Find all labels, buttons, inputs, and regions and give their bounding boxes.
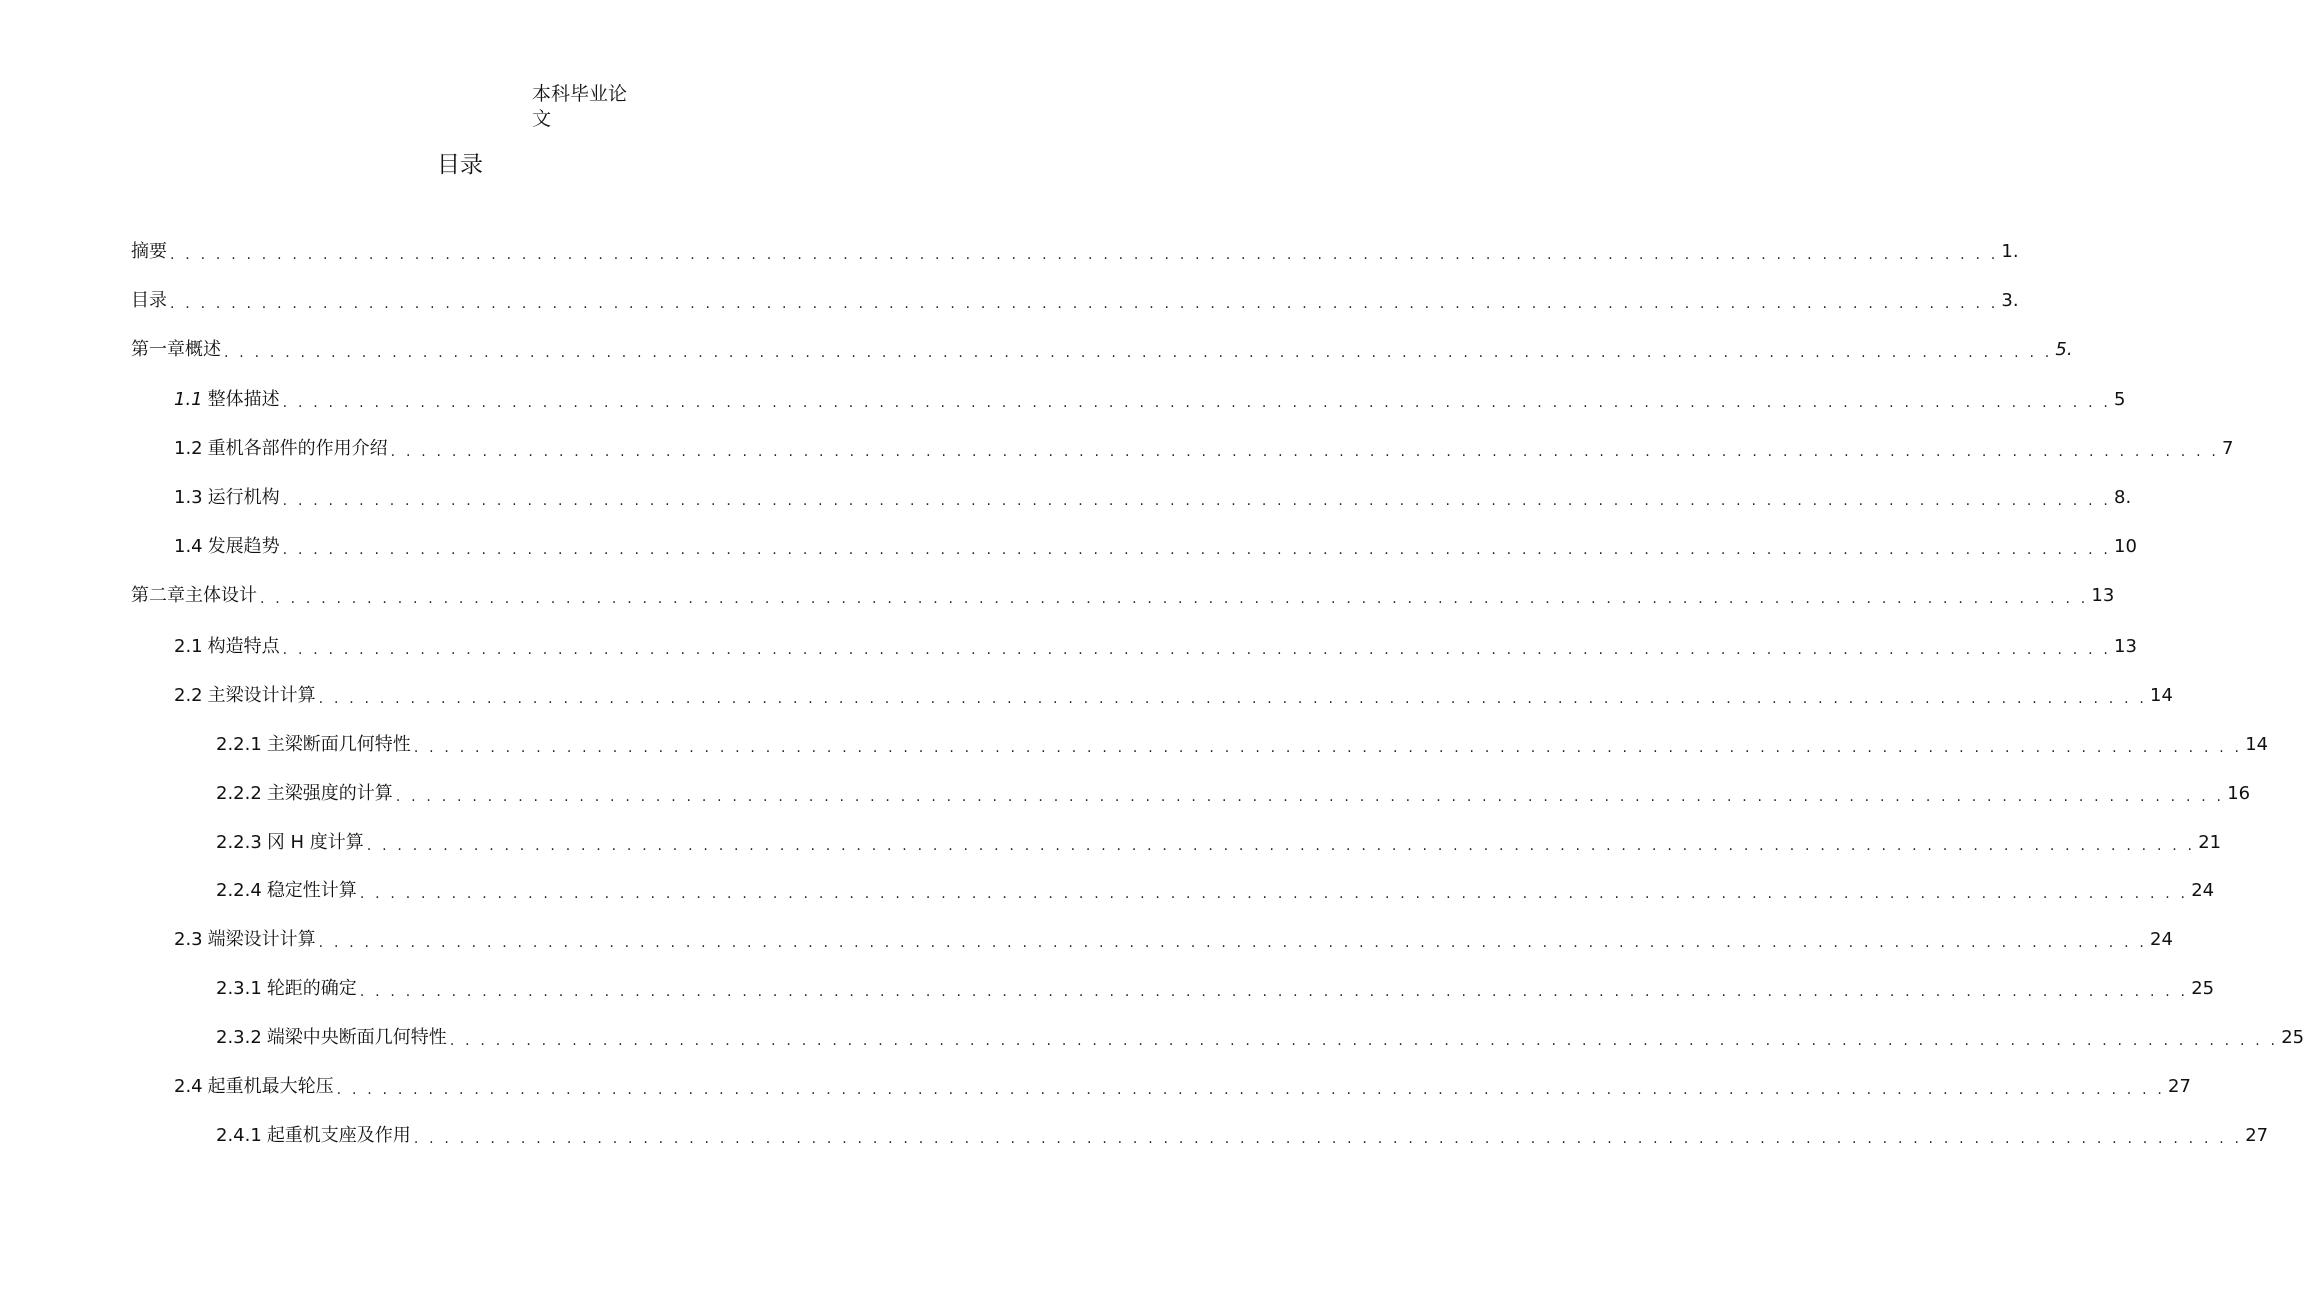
toc-entry-title: 第一章概述 xyxy=(131,339,221,360)
toc-entry-title: 稳定性计算 xyxy=(266,880,357,901)
toc-dot-leader: . . . . . . . . . . . . . . . . . . . . . . . . . . . . . . . . . . . . . . . . . . . . . . . . . . . . . . . . . . . . . . . . . . . . . . . . . . . . . . . . . . . . . . . . . . . . . . . . . . . . . . . . . . . . . . . . . . . . . . . . xyxy=(260,591,2089,607)
toc-entry-number: 2.2 xyxy=(174,685,203,706)
toc-dot-leader: . . . . . . . . . . . . . . . . . . . . . . . . . . . . . . . . . . . . . . . . . . . . . . . . . . . . . . . . . . . . . . . . . . . . . . . . . . . . . . . . . . . . . . . . . . . . . . . . . . . . . . . . . . . . . . . . . . . . . . . . xyxy=(282,642,2112,658)
toc-entry[interactable] xyxy=(216,878,2215,904)
toc-dot-leader: . . . . . . . . . . . . . . . . . . . . . . . . . . . . . . . . . . . . . . . . . . . . . . . . . . . . . . . . . . . . . . . . . . . . . . . . . . . . . . . . . . . . . . . . . . . . . . . . . . . . . . . . . . . . . . . . . . . . . . . . xyxy=(318,935,2148,951)
toc-entry-page: 24 xyxy=(2191,880,2215,901)
toc-entry-page: 25 xyxy=(2191,978,2215,999)
toc-entry-page: 27 xyxy=(2168,1076,2191,1097)
toc-entry-title: 目录 xyxy=(131,290,167,311)
toc-entry[interactable] xyxy=(216,1123,2269,1149)
toc-entry-page: 1. xyxy=(2001,241,2019,262)
toc-entry-number: 2.2.3 xyxy=(216,832,262,853)
toc-entry-title: 端梁中央断面几何特性 xyxy=(266,1027,447,1048)
toc-dot-leader: . . . . . . . . . . . . . . . . . . . . . . . . . . . . . . . . . . . . . . . . . . . . . . . . . . . . . . . . . . . . . . . . . . . . . . . . . . . . . . . . . . . . . . . . . . . . . . . . . . . . . . . . . . . . . . . . . . . . . . . . xyxy=(224,345,2053,361)
toc-entry[interactable] xyxy=(174,534,2137,560)
toc-entry[interactable] xyxy=(216,781,2251,807)
toc-entry[interactable] xyxy=(174,387,2126,413)
toc-dot-leader: . . . . . . . . . . . . . . . . . . . . . . . . . . . . . . . . . . . . . . . . . . . . . . . . . . . . . . . . . . . . . . . . . . . . . . . . . . . . . . . . . . . . . . . . . . . . . . . . . . . . . . . . . . . . . . . . . . . . . . . . xyxy=(170,296,1999,312)
toc-dot-leader: . . . . . . . . . . . . . . . . . . . . . . . . . . . . . . . . . . . . . . . . . . . . . . . . . . . . . . . . . . . . . . . . . . . . . . . . . . . . . . . . . . . . . . . . . . . . . . . . . . . . . . . . . . . . . . . . . . . . . . . . xyxy=(318,691,2148,707)
toc-entry-title: 主梁断面几何特性 xyxy=(266,734,411,755)
toc-dot-leader: . . . . . . . . . . . . . . . . . . . . . . . . . . . . . . . . . . . . . . . . . . . . . . . . . . . . . . . . . . . . . . . . . . . . . . . . . . . . . . . . . . . . . . . . . . . . . . . . . . . . . . . . . . . . . . . . . . . . . . . . xyxy=(413,1131,2243,1147)
toc-entry-page: 27 xyxy=(2245,1125,2269,1146)
toc-entry-title: 第二章主体设计 xyxy=(131,585,257,606)
toc-entry-page: 13 xyxy=(2114,636,2137,657)
toc-dot-leader: . . . . . . . . . . . . . . . . . . . . . . . . . . . . . . . . . . . . . . . . . . . . . . . . . . . . . . . . . . . . . . . . . . . . . . . . . . . . . . . . . . . . . . . . . . . . . . . . . . . . . . . . . . . . . . . . . . . . . . . . xyxy=(336,1082,2166,1098)
toc-dot-leader: . . . . . . . . . . . . . . . . . . . . . . . . . . . . . . . . . . . . . . . . . . . . . . . . . . . . . . . . . . . . . . . . . . . . . . . . . . . . . . . . . . . . . . . . . . . . . . . . . . . . . . . . . . . . . . . . . . . . . . . . xyxy=(282,493,2112,509)
toc-entry-page: 7 xyxy=(2222,438,2234,459)
toc-entry-page: 3. xyxy=(2001,290,2019,311)
toc-entry-page: 10 xyxy=(2114,536,2137,557)
toc-entry-title: 轮距的确定 xyxy=(266,978,357,999)
toc-entry-title: 发展趋势 xyxy=(207,536,280,557)
toc-dot-leader: . . . . . . . . . . . . . . . . . . . . . . . . . . . . . . . . . . . . . . . . . . . . . . . . . . . . . . . . . . . . . . . . . . . . . . . . . . . . . . . . . . . . . . . . . . . . . . . . . . . . . . . . . . . . . . . . . . . . . . . . xyxy=(282,395,2112,411)
toc-entry-page: 14 xyxy=(2150,685,2173,706)
toc-entry-number: 1.4 xyxy=(174,536,203,557)
toc-entry[interactable] xyxy=(174,683,2173,709)
toc-title: 目录 xyxy=(437,152,483,178)
toc-entry-title: 起重机支座及作用 xyxy=(266,1125,411,1146)
toc-entry[interactable] xyxy=(174,436,2234,462)
toc-entry-page: 14 xyxy=(2245,734,2269,755)
toc-entry-title: 主梁设计计算 xyxy=(207,685,316,706)
toc-entry-page: 21 xyxy=(2198,832,2222,853)
toc-entry-title: 运行机构 xyxy=(207,487,280,508)
toc-dot-leader: . . . . . . . . . . . . . . . . . . . . . . . . . . . . . . . . . . . . . . . . . . . . . . . . . . . . . . . . . . . . . . . . . . . . . . . . . . . . . . . . . . . . . . . . . . . . . . . . . . . . . . . . . . . . . . . . . . . . . . . . xyxy=(170,247,1999,263)
toc-entry[interactable] xyxy=(216,1025,2304,1051)
toc-dot-leader: . . . . . . . . . . . . . . . . . . . . . . . . . . . . . . . . . . . . . . . . . . . . . . . . . . . . . . . . . . . . . . . . . . . . . . . . . . . . . . . . . . . . . . . . . . . . . . . . . . . . . . . . . . . . . . . . . . . . . . . . xyxy=(359,984,2189,1000)
toc-dot-leader: . . . . . . . . . . . . . . . . . . . . . . . . . . . . . . . . . . . . . . . . . . . . . . . . . . . . . . . . . . . . . . . . . . . . . . . . . . . . . . . . . . . . . . . . . . . . . . . . . . . . . . . . . . . . . . . . . . . . . . . . xyxy=(366,838,2196,854)
toc-entry-number: 1.1 xyxy=(174,389,203,410)
toc-entry-number: 2.2.2 xyxy=(216,783,262,804)
toc-entry-title: 构造特点 xyxy=(207,636,280,657)
toc-entry-number: 2.4.1 xyxy=(216,1125,262,1146)
toc-entry-title: 冈 H 度计算 xyxy=(266,832,364,853)
toc-entry-page: 13 xyxy=(2091,585,2115,606)
toc-dot-leader: . . . . . . . . . . . . . . . . . . . . . . . . . . . . . . . . . . . . . . . . . . . . . . . . . . . . . . . . . . . . . . . . . . . . . . . . . . . . . . . . . . . . . . . . . . . . . . . . . . . . . . . . . . . . . . . . . . . . . . . . xyxy=(413,740,2243,756)
toc-entry-number: 2.3.1 xyxy=(216,978,262,999)
toc-entry-number: 1.2 xyxy=(174,438,203,459)
toc-entry-page: 5 xyxy=(2114,389,2126,410)
header-note: 本科毕业论文 xyxy=(532,83,628,130)
toc-entry-title: 起重机最大轮压 xyxy=(207,1076,334,1097)
toc-entry-title: 整体描述 xyxy=(207,389,280,410)
toc-dot-leader: . . . . . . . . . . . . . . . . . . . . . . . . . . . . . . . . . . . . . . . . . . . . . . . . . . . . . . . . . . . . . . . . . . . . . . . . . . . . . . . . . . . . . . . . . . . . . . . . . . . . . . . . . . . . . . . . . . . . . . . . xyxy=(359,886,2189,902)
toc-entry-number: 2.4 xyxy=(174,1076,203,1097)
toc-entry-page: 5. xyxy=(2055,339,2073,360)
toc-entry[interactable] xyxy=(131,337,2073,363)
toc-entry[interactable] xyxy=(174,485,2132,511)
toc-entry-number: 2.2.4 xyxy=(216,880,262,901)
toc-entry-title: 端梁设计计算 xyxy=(207,929,316,950)
toc-entry[interactable] xyxy=(131,288,2019,314)
toc-entry-number: 2.3.2 xyxy=(216,1027,262,1048)
toc-entry-title: 摘要 xyxy=(131,241,167,262)
toc-dot-leader: . . . . . . . . . . . . . . . . . . . . . . . . . . . . . . . . . . . . . . . . . . . . . . . . . . . . . . . . . . . . . . . . . . . . . . . . . . . . . . . . . . . . . . . . . . . . . . . . . . . . . . . . . . . . . . . . . . . . . . . . xyxy=(390,444,2220,460)
toc-entry[interactable] xyxy=(216,732,2269,758)
toc-entry[interactable] xyxy=(216,830,2222,856)
toc-entry-page: 24 xyxy=(2150,929,2173,950)
toc-dot-leader: . . . . . . . . . . . . . . . . . . . . . . . . . . . . . . . . . . . . . . . . . . . . . . . . . . . . . . . . . . . . . . . . . . . . . . . . . . . . . . . . . . . . . . . . . . . . . . . . . . . . . . . . . . . . . . . . . . . . . . . . xyxy=(395,789,2225,805)
toc-entry-number: 2.2.1 xyxy=(216,734,262,755)
toc-entry-page: 16 xyxy=(2227,783,2251,804)
toc-entry-number: 2.1 xyxy=(174,636,203,657)
toc-entry[interactable] xyxy=(131,239,2019,265)
toc-entry-title: 重机各部件的作用介绍 xyxy=(207,438,388,459)
toc-entry-number: 2.3 xyxy=(174,929,203,950)
toc-entry-title: 主梁强度的计算 xyxy=(266,783,393,804)
toc-entry[interactable] xyxy=(174,927,2173,953)
toc-entry[interactable] xyxy=(216,976,2215,1002)
toc-dot-leader: . . . . . . . . . . . . . . . . . . . . . . . . . . . . . . . . . . . . . . . . . . . . . . . . . . . . . . . . . . . . . . . . . . . . . . . . . . . . . . . . . . . . . . . . . . . . . . . . . . . . . . . . . . . . . . . . . . . . . . . . xyxy=(449,1033,2279,1049)
toc-entry-number: 1.3 xyxy=(174,487,203,508)
toc-dot-leader: . . . . . . . . . . . . . . . . . . . . . . . . . . . . . . . . . . . . . . . . . . . . . . . . . . . . . . . . . . . . . . . . . . . . . . . . . . . . . . . . . . . . . . . . . . . . . . . . . . . . . . . . . . . . . . . . . . . . . . . . xyxy=(282,542,2112,558)
toc-entry[interactable] xyxy=(174,1074,2191,1100)
toc-entry-page: 25 xyxy=(2281,1027,2304,1048)
toc-entry[interactable] xyxy=(174,634,2137,660)
toc-entry-page: 8. xyxy=(2114,487,2132,508)
toc-entry[interactable] xyxy=(131,583,2115,609)
